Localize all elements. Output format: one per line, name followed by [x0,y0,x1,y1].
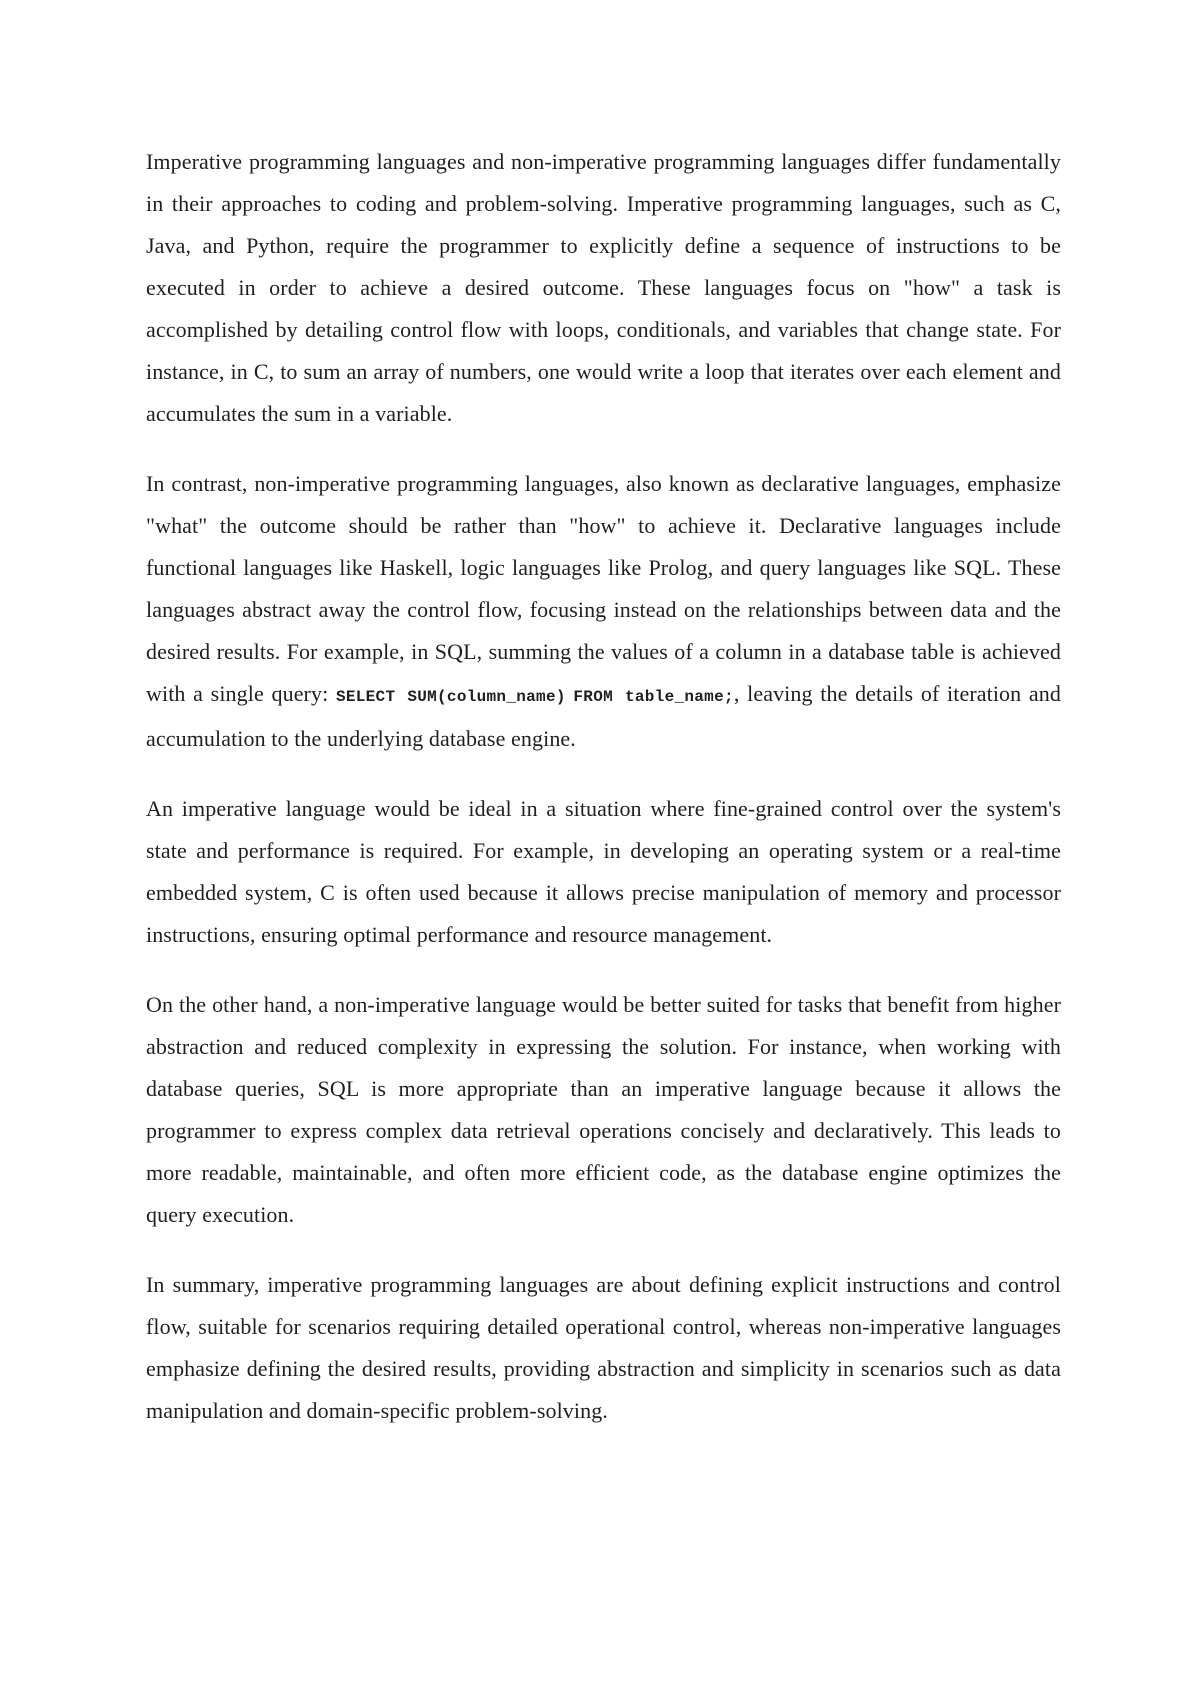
paragraph-summary: In summary, imperative programming languages are about defining explicit instructions and control flow, suitable for scenarios requiring detailed operational control, whereas non-imperative languages emphasize defining the desired results, providing abstraction and simplicity in scenarios such as data manipulation and domain-specific problem-solving. [146,1272,1061,1423]
paragraph-imperative-intro: Imperative programming languages and non-imperative programming languages differ fundamentally in their approaches to coding and problem-solving. Imperative programming languages, such as C, Java, and Python, require the programmer to explicitly define a sequence of instructions to be executed in order to achieve a desired outcome. These languages focus on "how" a task is accomplished by detailing control flow with loops, conditionals, and variables that change state. For instance, in C, to sum an array of numbers, one would write a loop that iterates over each element and accumulates the sum in a variable. [146,149,1061,426]
paragraph-non-imperative-use-case: On the other hand, a non-imperative language would be better suited for tasks that benefit from higher abstraction and reduced complexity in expressing the solution. For instance, when working with database queries, SQL is more appropriate than an imperative language because it allows the programmer to express complex data retrieval operations concisely and declaratively. This leads to more readable, maintainable, and often more efficient code, as the database engine optimizes the query execution. [146,992,1061,1227]
sql-from-code: FROM table_name; [573,688,734,706]
paragraph-declarative-ending: , leaving the details of iteration and accumulation to the underlying database engine. [146,681,1061,751]
paragraph-declarative-text: In contrast, non-imperative programming languages, also known as declarative languages, emphasize "what" the outcome should be rather than "how" to achieve it. Declarative languages include functional languages like Haskell, logic languages like Prolog, and query languages like SQL. These languages abstract away the control flow, focusing instead on the relationships between data and the desired results. For example, in SQL, summing the values of a column in a database table is achieved with a single query: [146,471,1061,706]
document-body [146,141,1061,1460]
sql-select-code: SELECT SUM(column_name) [335,688,566,706]
paragraph-imperative-use-case: An imperative language would be ideal in a situation where fine-grained control over the system's state and performance is required. For example, in developing an operating system or a real-time embedded system, C is often used because it allows precise manipulation of memory and processor instructions, ensuring optimal performance and resource management. [146,796,1061,947]
paragraph-declarative-contrast [146,463,1061,760]
